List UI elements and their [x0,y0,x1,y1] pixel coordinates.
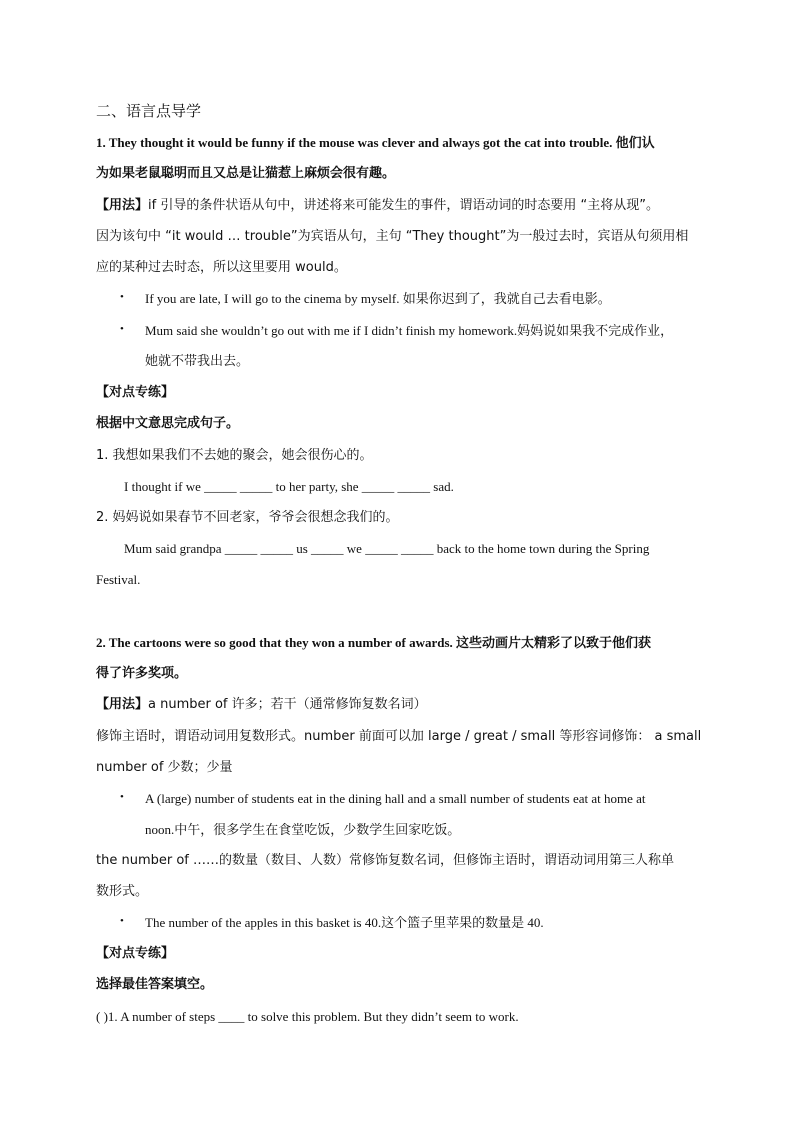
point2-sentence-cn-a: 这些动画片太精彩了以致于他们获 [456,636,652,651]
point2-usage-3: number of 少数；少量 [96,760,233,775]
usage-tag: 【用法】 [96,697,149,712]
usage-text: a number of 许多；若干（通常修饰复数名词） [148,697,427,712]
point1-q2-en-a: Mum said grandpa _____ _____ us _____ we _____ _____ back to the home town during the Spring [124,541,650,556]
point2-usage-5: 数形式。 [96,884,149,899]
point2-example-1a: A (large) number of students eat in the dining hall and a small number of students eat at home at [145,791,646,806]
bullet-icon: • [120,791,124,803]
usage-tag: 【用法】 [96,198,149,213]
point1-q1-cn: 1. 我想如果我们不去她的聚会，她会很伤心的。 [96,448,373,463]
point1-example-2b: 她就不带我出去。 [145,354,250,369]
section-title: 二、语言点导学 [96,102,202,120]
point2-usage-1 [96,695,706,715]
point1-sentence-cn-b: 为如果老鼠聪明而且又总是让猫惹上麻烦会很有趣。 [96,166,396,181]
usage-text: if 引导的条件状语从句中，讲述将来可能发生的事件，谓语动词的时态要用 “主将从现”。 [148,198,659,213]
point2-practice-tag: 【对点专练】 [96,946,175,961]
point1-practice-tag: 【对点专练】 [96,385,175,400]
point1-sentence-cn-a: 他们认 [615,136,655,151]
bullet-icon: • [120,323,124,335]
point1-q2-en-b: Festival. [96,572,141,587]
point2-sentence [96,633,706,654]
point1-q2-cn: 2. 妈妈说如果春节不回老家，爷爷会很想念我们的。 [96,510,399,525]
point2-sentence-en: 2. The cartoons were so good that they won a number of awards. [96,635,453,650]
point1-usage-1 [96,196,706,216]
bullet-icon: • [120,915,124,927]
point1-sentence-en: 1. They thought it would be funny if the mouse was clever and always got the cat into trouble. [96,135,613,150]
point2-q1: ( )1. A number of steps ____ to solve this problem. But they didn’t seem to work. [96,1009,519,1024]
point1-usage-3: 应的某种过去时态，所以这里要用 would。 [96,260,347,275]
point2-example-2: The number of the apples in this basket is 40.这个篮子里苹果的数量是 40. [145,915,544,930]
point2-usage-4: the number of ……的数量（数目、人数）常修饰复数名词，但修饰主语时，谓语动词用第三人称单 [96,853,674,868]
bullet-icon: • [120,291,124,303]
point2-practice-instruction: 选择最佳答案填空。 [96,977,214,992]
point1-example-1: If you are late, I will go to the cinema by myself. 如果你迟到了，我就自己去看电影。 [145,291,611,306]
point2-example-1b: noon.中午，很多学生在食堂吃饭，少数学生回家吃饭。 [145,822,461,837]
point1-example-2a: Mum said she wouldn’t go out with me if I didn’t finish my homework.妈妈说如果我不完成作业， [145,323,674,338]
point1-sentence [96,133,706,154]
point2-usage-2: 修饰主语时，谓语动词用复数形式。number 前面可以加 large / great / small 等形容词修饰： a small [96,729,702,744]
point1-practice-instruction: 根据中文意思完成句子。 [96,416,240,431]
point1-q1-en: I thought if we _____ _____ to her party, she _____ _____ sad. [124,479,454,494]
point1-usage-2: 因为该句中 “it would … trouble”为宾语从句，主句 “They thought”为一般过去时，宾语从句须用相 [96,229,689,244]
point2-sentence-cn-b: 得了许多奖项。 [96,666,188,681]
